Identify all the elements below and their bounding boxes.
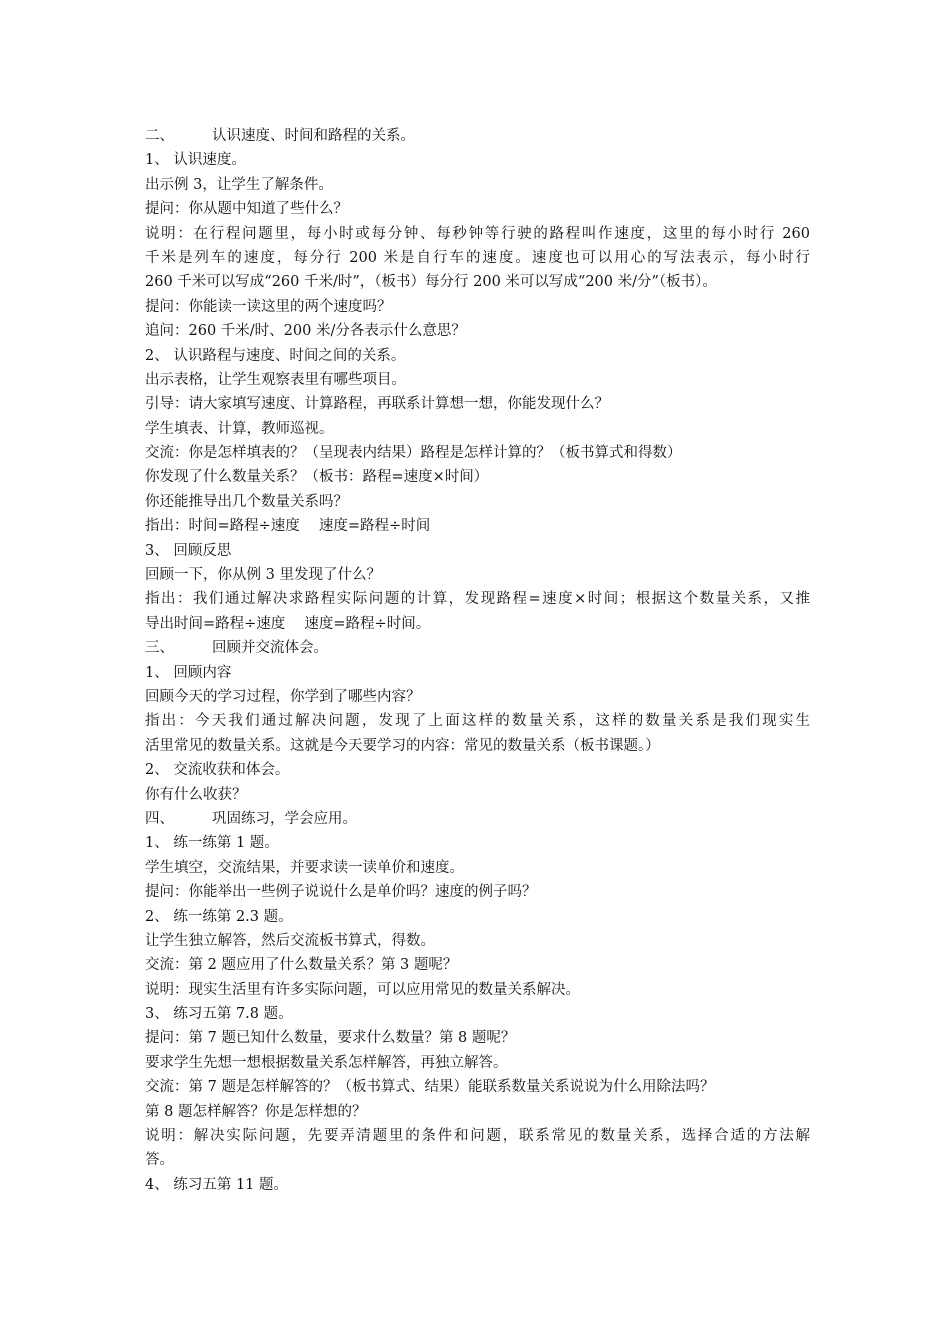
paragraph-line: 指出：今天我们通过解决问题，发现了上面这样的数量关系，这样的数量关系是我们现实生 [145, 713, 810, 730]
paragraph-line: 指出：时间=路程÷速度 速度=路程÷时间 [145, 518, 431, 535]
paragraph-line: 回顾一下，你从例 3 里发现了什么？ [145, 567, 381, 584]
section-number: 四、 [145, 810, 174, 827]
paragraph-line: 学生填空，交流结果，并要求读一读单价和速度。 [145, 859, 464, 876]
subheading: 2、 认识路程与速度、时间之间的关系。 [145, 347, 406, 364]
subheading: 2、 练一练第 2.3 题。 [145, 908, 293, 925]
paragraph-line: 引导：请大家填写速度、计算路程，再联系计算想一想，你能发现什么？ [145, 396, 609, 413]
paragraph-line: 要求学生先想一想根据数量关系怎样解答，再独立解答。 [145, 1054, 508, 1071]
paragraph-line: 提问：你从题中知道了些什么？ [145, 201, 348, 218]
paragraph-line: 出示表格，让学生观察表里有哪些项目。 [145, 371, 406, 388]
paragraph-line: 交流：第 2 题应用了什么数量关系？第 3 题呢？ [145, 957, 458, 974]
subheading: 1、 回顾内容 [145, 664, 232, 681]
section-title: 巩固练习，学会应用。 [212, 810, 357, 827]
subheading: 2、 交流收获和体会。 [145, 762, 290, 779]
subheading: 4、 练习五第 11 题。 [145, 1176, 289, 1193]
paragraph-line: 指出：我们通过解决求路程实际问题的计算，发现路程=速度×时间；根据这个数量关系，又推 [145, 591, 810, 608]
subheading: 1、 认识速度。 [145, 152, 246, 169]
paragraph-line: 交流：第 7 题是怎样解答的？（板书算式、结果）能联系数量关系说说为什么用除法吗？ [145, 1079, 715, 1096]
paragraph-line: 提问：你能举出一些例子说说什么是单价吗？速度的例子吗？ [145, 884, 537, 901]
paragraph-line: 第 8 题怎样解答？你是怎样想的？ [145, 1103, 367, 1120]
paragraph-line: 说明：现实生活里有许多实际问题，可以应用常见的数量关系解决。 [145, 981, 580, 998]
section-heading-2 [145, 124, 810, 148]
paragraph-line: 答。 [145, 1152, 174, 1169]
section-number: 二、 [145, 128, 174, 144]
paragraph-line: 交流：你是怎样填表的？（呈现表内结果）路程是怎样计算的？（板书算式和得数） [145, 445, 682, 462]
subheading: 3、 练习五第 7.8 题。 [145, 1006, 293, 1023]
paragraph-line: 出示例 3，让学生了解条件。 [145, 176, 333, 193]
paragraph-line: 说明：在行程问题里，每小时或每分钟、每秒钟等行驶的路程叫作速度，这里的每小时行 260 [145, 225, 810, 242]
document-body [145, 124, 810, 1197]
paragraph-line: 提问：第 7 题已知什么数量，要求什么数量？第 8 题呢？ [145, 1030, 516, 1047]
section-title: 认识速度、时间和路程的关系。 [212, 128, 415, 144]
paragraph-line: 你有什么收获？ [145, 786, 247, 803]
paragraph-line: 让学生独立解答，然后交流板书算式，得数。 [145, 932, 435, 949]
section-number: 三、 [145, 640, 174, 657]
paragraph-line: 回顾今天的学习过程，你学到了哪些内容？ [145, 688, 421, 705]
subheading: 3、 回顾反思 [145, 542, 232, 559]
section-heading-3 [145, 636, 810, 660]
paragraph-line: 260 千米可以写成“260 千米/时”，（板书）每分行 200 米可以写成“200 米/分”（板书）。 [145, 274, 717, 291]
paragraph-line: 提问：你能读一读这里的两个速度吗？ [145, 298, 392, 315]
paragraph-line: 说明：解决实际问题，先要弄清题里的条件和问题，联系常见的数量关系，选择合适的方法解 [145, 1128, 810, 1145]
paragraph-line: 导出时间=路程÷速度 速度=路程÷时间。 [145, 615, 431, 632]
section-heading-4 [145, 807, 810, 831]
paragraph-line: 你发现了什么数量关系？（板书：路程=速度×时间） [145, 469, 489, 486]
paragraph-line: 千米是列车的速度，每分行 200 米是自行车的速度。速度也可以用心的写法表示，每小时行 [145, 249, 810, 266]
paragraph-line: 追问：260 千米/时、200 米/分各表示什么意思？ [145, 323, 466, 340]
paragraph-line: 活里常见的数量关系。这就是今天要学习的内容：常见的数量关系（板书课题。） [145, 737, 660, 754]
paragraph-line: 学生填表、计算，教师巡视。 [145, 420, 334, 437]
subheading: 1、 练一练第 1 题。 [145, 835, 279, 852]
section-title: 回顾并交流体会。 [212, 640, 328, 657]
paragraph-line: 你还能推导出几个数量关系吗？ [145, 493, 348, 510]
